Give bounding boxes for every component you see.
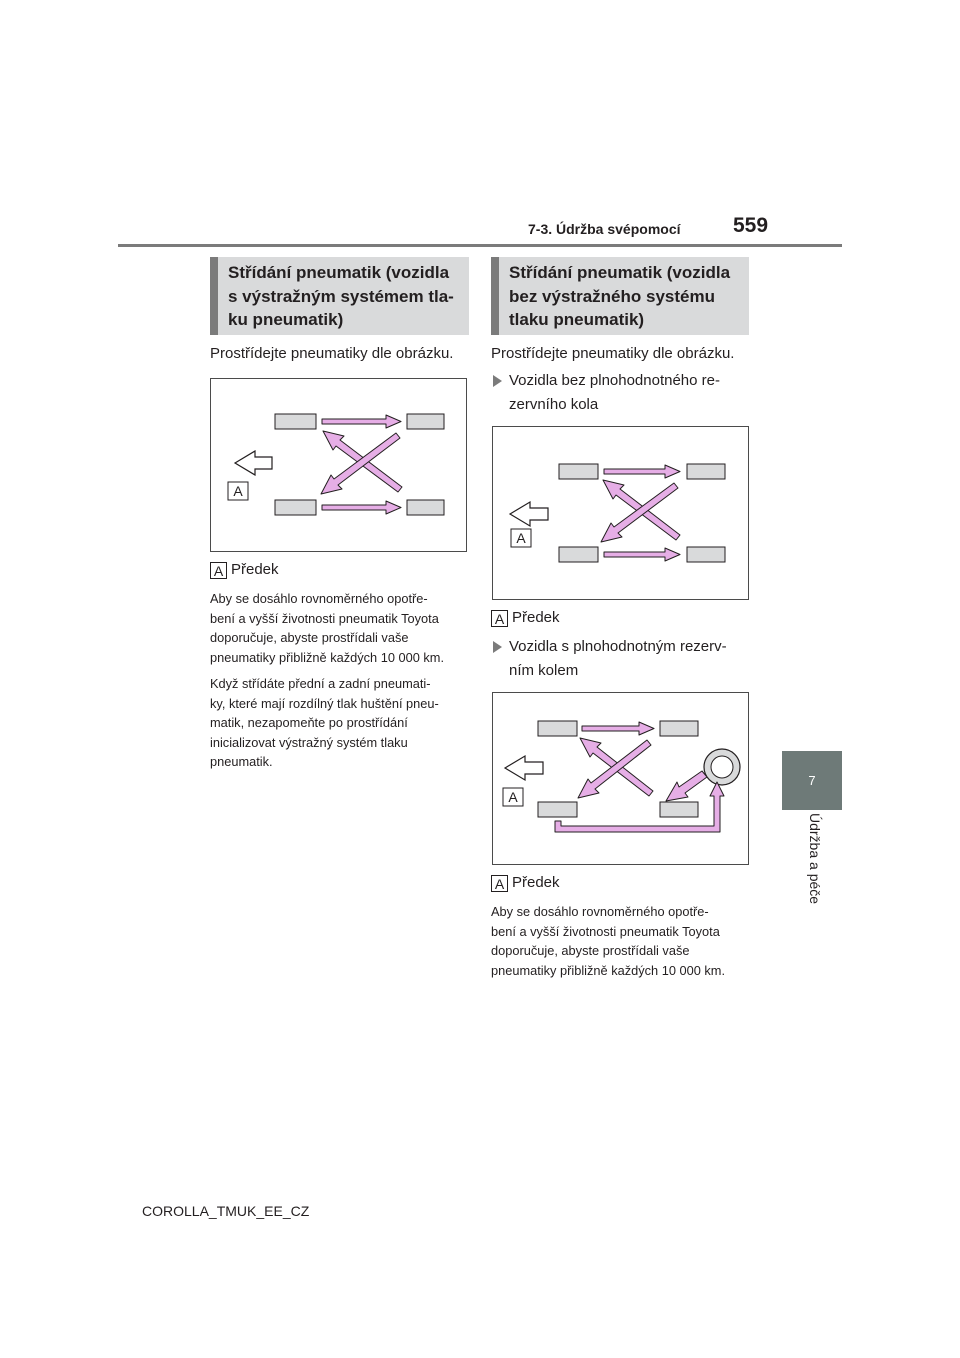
note-line: Když střídáte přední a zadní pneumati- [210,676,431,691]
front-direction-arrow-icon [505,756,543,780]
key-letter-box: A [491,875,508,892]
tire-rear-left [559,547,598,562]
key-letter-box: A [491,610,508,627]
key-text: Předek [231,561,279,578]
left-note-1 [210,589,444,667]
arrow-bottom [322,501,401,514]
right-rotation-figure-1 [492,426,749,600]
tire-front-right [407,414,444,429]
right-section-title [491,257,749,335]
bullet-line: Vozidla bez plnohodnotného re- [509,372,720,389]
note-line: doporučuje, abyste prostřídali vaše [210,630,409,645]
note-line: pneumatik. [210,754,273,769]
left-intro: Prostřídejte pneumatiky dle obrázku. [210,345,454,362]
tire-front-left [275,414,316,429]
tire-rear-left [275,500,316,515]
arrow-spare-to-rear [666,771,707,801]
left-rotation-figure [210,378,467,552]
key-text: Předek [512,874,560,891]
tire-front-left [559,464,598,479]
left-key [210,561,279,579]
chapter-number: 7 [808,773,816,788]
tire-front-right [687,464,725,479]
note-line: doporučuje, abyste prostřídali vaše [491,943,690,958]
right-rotation-figure-2 [492,692,749,865]
page-number: 559 [733,214,769,237]
tire-front-right [660,721,698,736]
chapter-label [803,813,823,933]
front-direction-arrow-icon [510,502,548,526]
key-text: Předek [512,609,560,626]
arrow-top [604,465,680,478]
bullet-line: Vozidla s plnohodnotným rezerv- [509,638,727,655]
title-line: Střídání pneumatik (vozidla [509,263,731,282]
right-note [491,902,725,980]
chapter-tab [782,751,842,810]
note-line: Aby se dosáhlo rovnoměrného opotře- [491,904,709,919]
title-line: s výstražným systémem tla- [228,286,454,306]
arrow-top [582,722,654,735]
tire-front-left [538,721,577,736]
note-line: ky, které mají rozdílný tlak huštění pneu- [210,695,439,711]
bullet-no-full-spare [493,369,720,417]
title-line: ku pneumatik) [228,310,344,329]
arrow-rear-to-spare [555,782,724,832]
tire-rear-left [538,802,577,817]
note-line: bení a vyšší životnosti pneumatik Toyota [210,610,439,626]
triangle-bullet-icon [493,641,502,653]
bullet-full-spare [493,635,727,683]
right-key-2 [491,874,560,892]
header-rule [118,244,842,247]
left-note-2 [210,674,439,772]
left-section-title [210,257,469,335]
right-intro: Prostřídejte pneumatiky dle obrázku. [491,345,735,362]
key-letter-box: A [210,562,227,579]
figure-label: A [516,530,526,546]
bullet-line: ním kolem [509,662,579,679]
tire-rear-right [407,500,444,515]
chapter-label-text: Údržba a péče [807,813,823,905]
arrow-top [322,415,401,428]
note-line: bení a vyšší životnosti pneumatik Toyota [491,923,720,939]
bullet-line: zervního kola [509,396,599,413]
front-direction-arrow-icon [235,451,272,475]
note-line: pneumatiky přibližně každých 10 000 km. [491,962,726,978]
right-key-1 [491,609,560,627]
note-line: pneumatiky přibližně každých 10 000 km. [210,649,445,665]
figure-label: A [508,789,518,805]
note-line: matik, nezapomeňte po prostřídání [210,715,408,730]
arrow-bottom [604,548,680,561]
note-line: Aby se dosáhlo rovnoměrného opotře- [210,591,428,606]
note-line: inicializovat výstražný systém tlaku [210,734,408,750]
title-line: Střídání pneumatik (vozidla [228,263,450,282]
title-line: bez výstražného systému [509,286,715,306]
title-line: tlaku pneumatik) [509,310,645,329]
figure-label: A [233,483,243,499]
tire-rear-right [687,547,725,562]
triangle-bullet-icon [493,375,502,387]
running-header-section: 7-3. Údržba svépomocí [528,221,681,237]
footer-code: COROLLA_TMUK_EE_CZ [142,1203,310,1219]
tire-rear-right [660,802,698,817]
